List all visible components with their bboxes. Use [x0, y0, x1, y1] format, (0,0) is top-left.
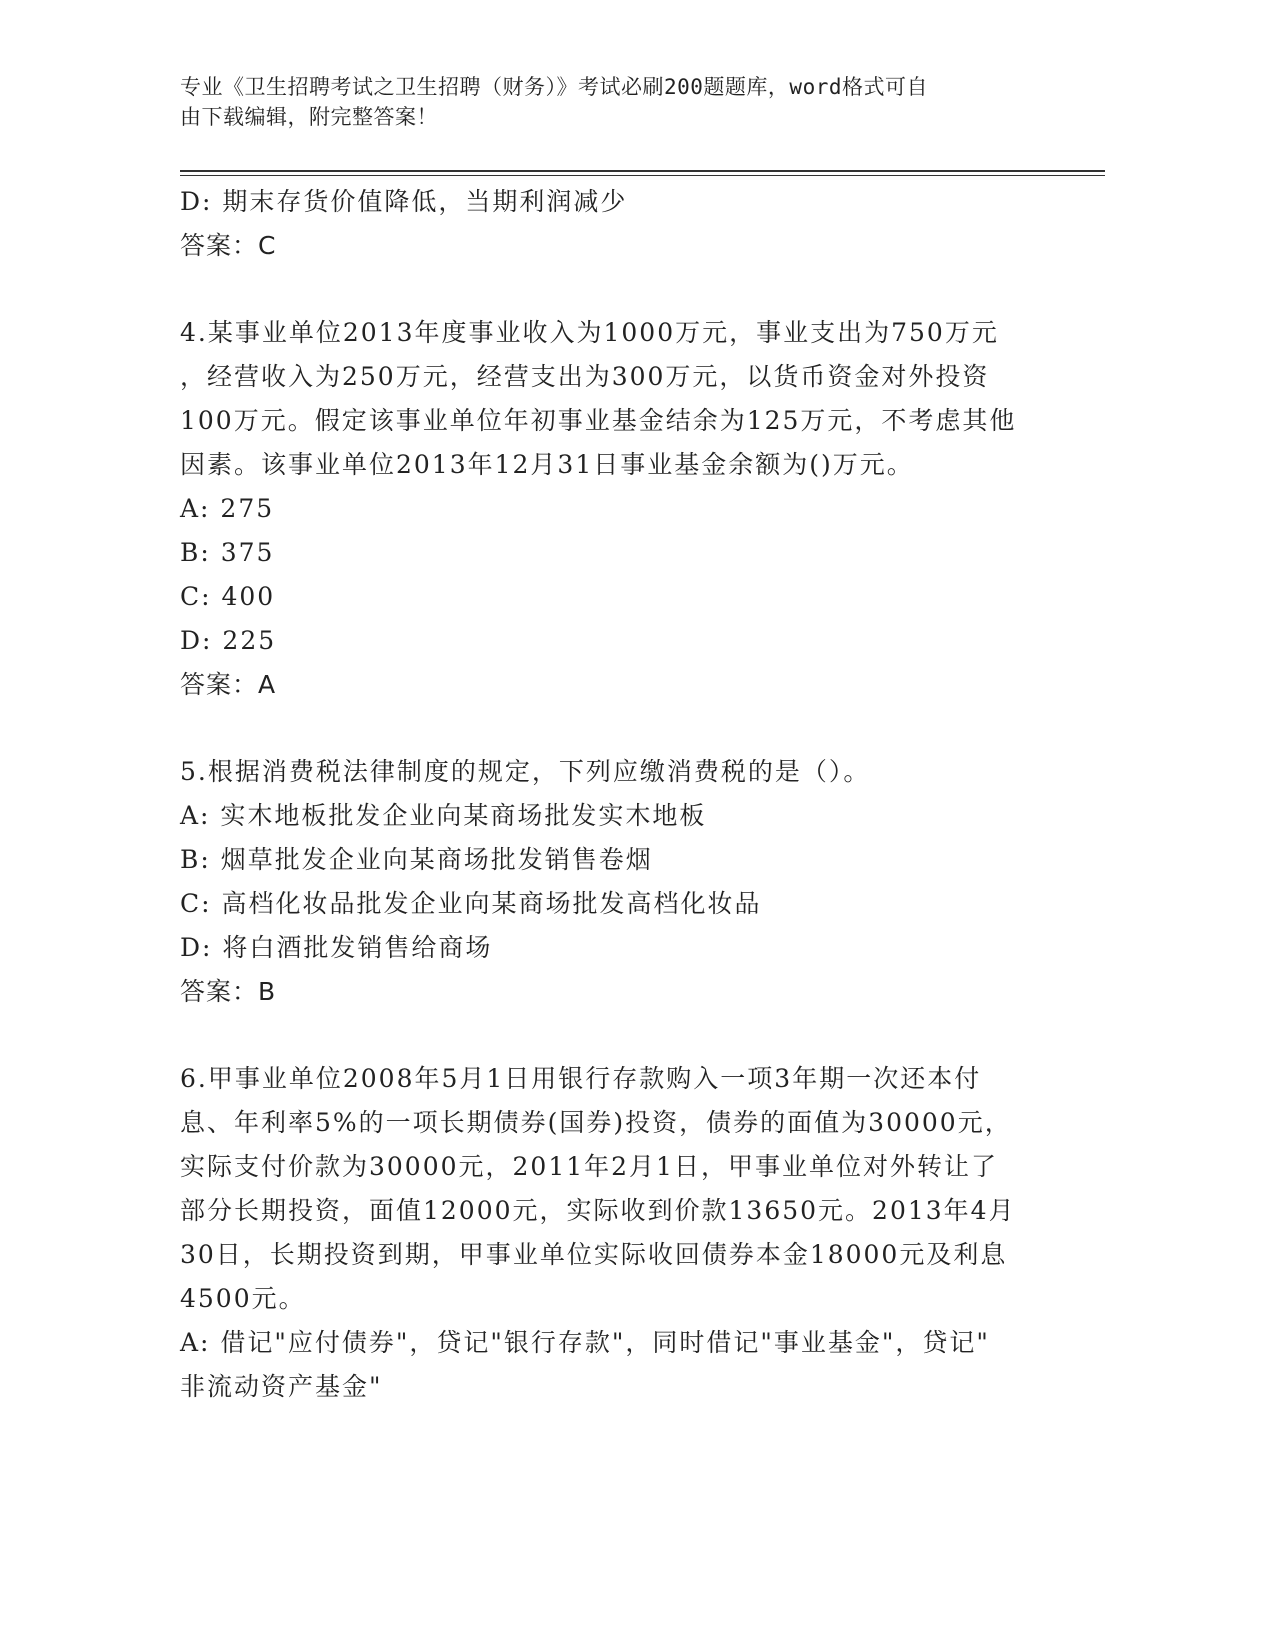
option-c: C: 400 [180, 582, 276, 611]
question-4 [180, 311, 1050, 707]
question-stem-line: 6.甲事业单位2008年5月1日用银行存款购入一项3年期一次还本付 [180, 1064, 982, 1093]
question-stem-line: 息、年利率5%的一项长期债券(国券)投资，债券的面值为30000元， [180, 1108, 1012, 1137]
option-a-continued: 非流动资产基金" [180, 1372, 383, 1401]
option-d: D: 225 [180, 626, 277, 655]
answer-line: 答案：A [180, 670, 277, 699]
option-d: D: 将白酒批发销售给商场 [180, 933, 493, 962]
question-stem-line: 30日，长期投资到期，甲事业单位实际收回债券本金18000元及利息 [180, 1240, 1008, 1269]
page-header [180, 72, 1040, 132]
option-d: D: 期末存货价值降低，当期利润减少 [180, 187, 628, 216]
question-stem-line: 5.根据消费税法律制度的规定，下列应缴消费税的是（）。 [180, 757, 871, 786]
answer-line: 答案：B [180, 977, 277, 1006]
question-stem-line: 部分长期投资，面值12000元，实际收到价款13650元。2013年4月 [180, 1196, 1016, 1225]
option-b: B: 烟草批发企业向某商场批发销售卷烟 [180, 845, 653, 874]
option-a: A: 实木地板批发企业向某商场批发实木地板 [180, 801, 707, 830]
document-body [180, 180, 1050, 1409]
option-a: A: 275 [180, 494, 275, 523]
option-a: A: 借记"应付债券"，贷记"银行存款"，同时借记"事业基金"，贷记" [180, 1328, 990, 1357]
question-stem-line: ，经营收入为250万元，经营支出为300万元，以货币资金对外投资 [180, 362, 990, 391]
question-stem-line: 因素。该事业单位2013年12月31日事业基金余额为()万元。 [180, 450, 914, 479]
question-stem-line: 4.某事业单位2013年度事业收入为1000万元，事业支出为750万元 [180, 318, 999, 347]
header-divider-thin [180, 175, 1105, 176]
question-stem-line: 4500元。 [180, 1284, 306, 1313]
question-stem-line: 100万元。假定该事业单位年初事业基金结余为125万元，不考虑其他 [180, 406, 1017, 435]
question-5 [180, 750, 1050, 1014]
option-c: C: 高档化妆品批发企业向某商场批发高档化妆品 [180, 889, 762, 918]
question-3 [180, 180, 1050, 268]
question-stem-line: 实际支付价款为30000元，2011年2月1日，甲事业单位对外转让了 [180, 1152, 998, 1181]
question-6 [180, 1057, 1050, 1409]
header-divider [180, 170, 1105, 172]
spacer [180, 707, 1050, 750]
spacer [180, 268, 1050, 311]
answer-line: 答案：C [180, 231, 277, 260]
option-b: B: 375 [180, 538, 275, 567]
header-line-1: 专业《卫生招聘考试之卫生招聘（财务）》考试必刷200题题库，word格式可自 [180, 75, 928, 99]
spacer [180, 1014, 1050, 1057]
header-line-2: 由下载编辑，附完整答案！ [180, 105, 438, 129]
